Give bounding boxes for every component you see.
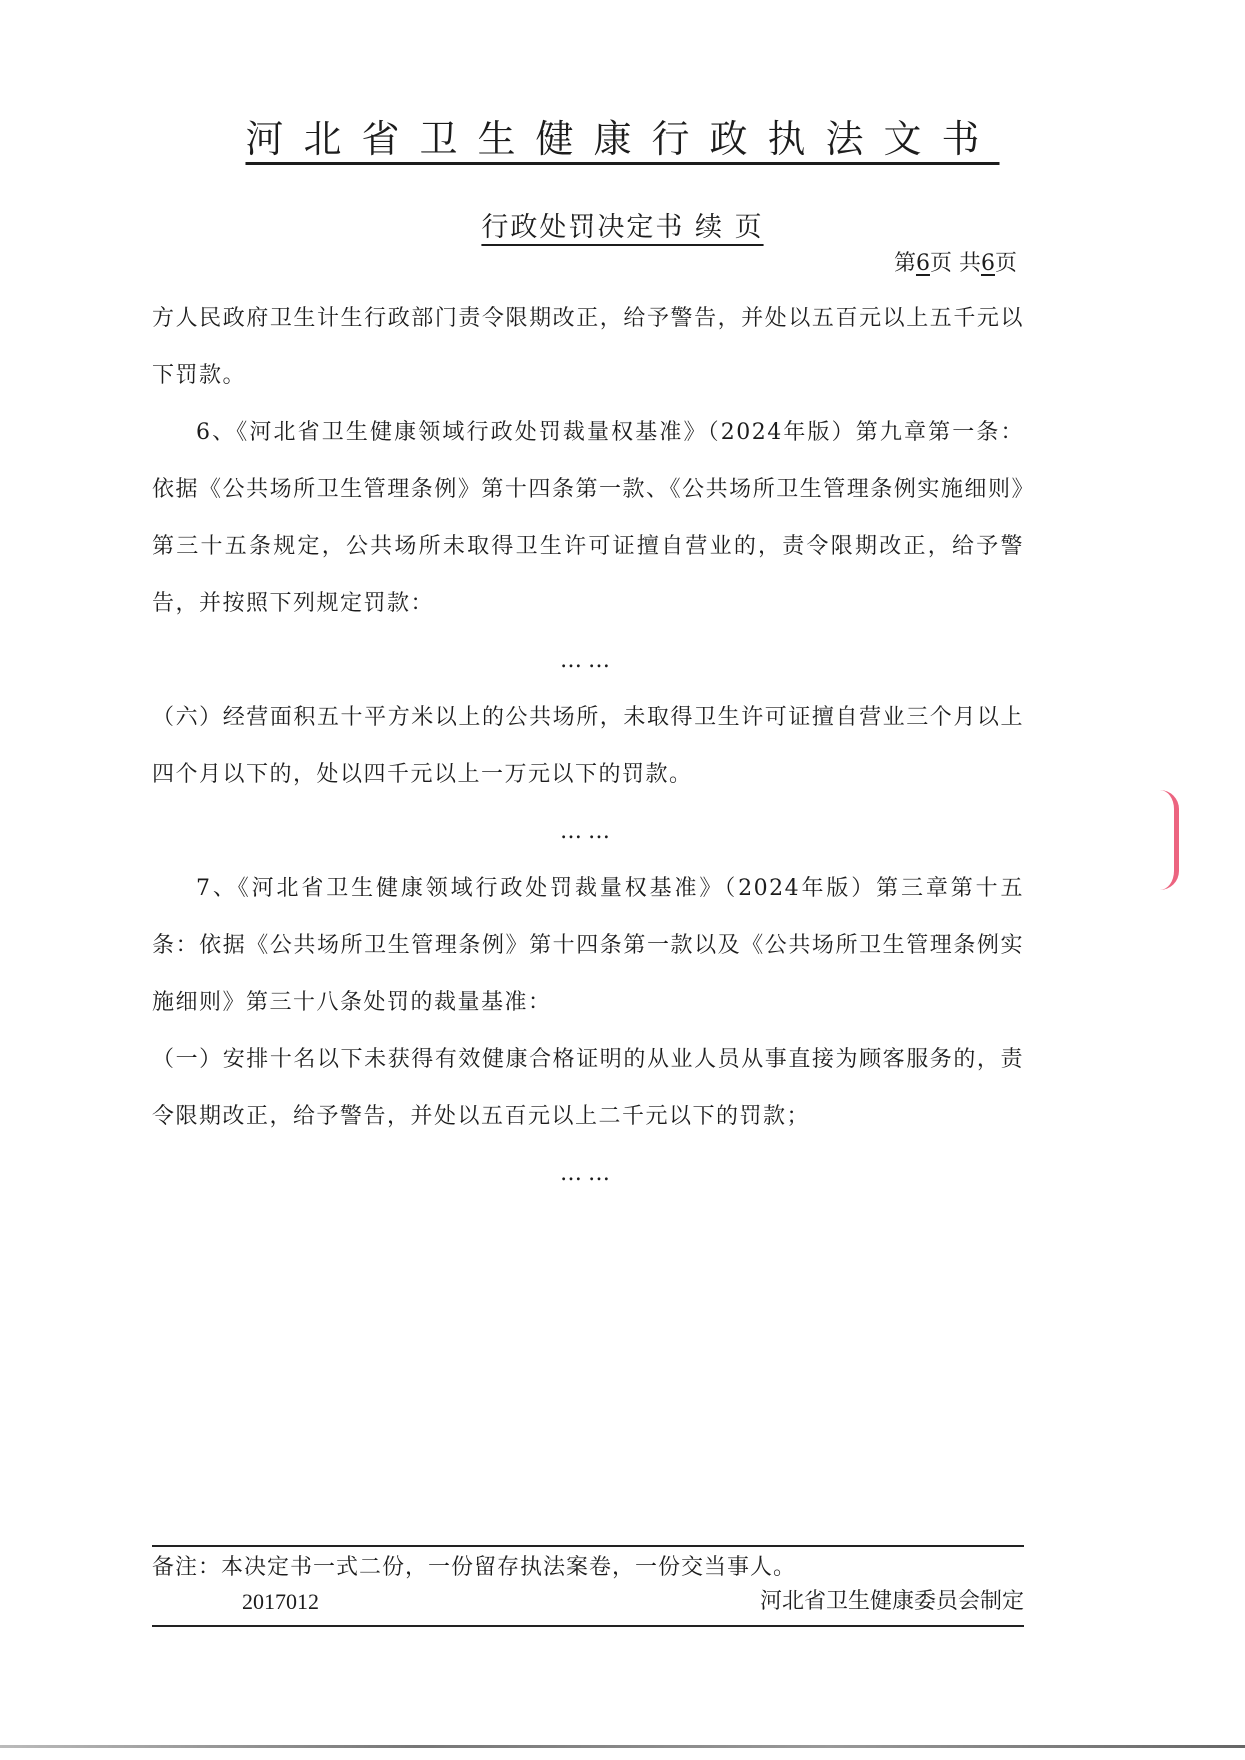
footer-note: 备注：本决定书一式二份，一份留存执法案卷，一份交当事人。	[152, 1555, 797, 1580]
document-footer	[152, 1545, 1024, 1627]
form-maker: 河北省卫生健康委员会制定	[759, 1589, 1024, 1614]
page-prefix: 第	[893, 251, 916, 276]
paragraph-item-7: 7、《河北省卫生健康领域行政处罚裁量权基准》（2024年版）第三章第十五条：依据《公共场所卫生管理条例》第十四条第一款以及《公共场所卫生管理条例实施细则》第三十八条处罚的裁量基准：	[152, 876, 1024, 1015]
paragraph-item-6-6: （六）经营面积五十平方米以上的公共场所，未取得卫生许可证擅自营业三个月以上四个月以下的，处以四千元以上一万元以下的罚款。	[152, 705, 1024, 787]
ellipsis-2: ……	[560, 819, 616, 844]
paragraph-item-7-1: （一）安排十名以下未获得有效健康合格证明的从业人员从事直接为顾客服务的，责令限期改正，给予警告，并处以五百元以上二千元以下的罚款；	[152, 1047, 1024, 1129]
page-current: 6	[915, 251, 930, 276]
ellipsis-1: ……	[560, 648, 616, 673]
page-number	[894, 246, 1017, 277]
document-title: 河北省卫生健康行政执法文书	[245, 117, 1000, 161]
paragraph-continuation: 方人民政府卫生计生行政部门责令限期改正，给予警告，并处以五百元以上五千元以下罚款。	[152, 306, 1024, 388]
page-mid: 页 共	[929, 251, 981, 276]
scan-edge-line	[0, 1745, 1245, 1748]
paragraph-item-6: 6、《河北省卫生健康领域行政处罚裁量权基准》（2024年版）第九章第一条：依据《公共场所卫生管理条例》第十四条第一款、《公共场所卫生管理条例实施细则》第三十五条规定，公共场所未取得卫生许可证擅自营业的，责令限期改正，给予警告，并按照下列规定罚款：	[152, 420, 1024, 616]
form-code: 2017012	[242, 1589, 319, 1614]
seal-edge-mark	[1160, 790, 1179, 890]
ellipsis-3: ……	[560, 1161, 616, 1186]
document-body	[152, 290, 1024, 1202]
footer-row	[152, 1585, 1024, 1619]
page-suffix: 页	[994, 251, 1017, 276]
page-total: 6	[980, 251, 995, 276]
document-subtitle: 行政处罚决定书 续 页	[481, 212, 764, 243]
